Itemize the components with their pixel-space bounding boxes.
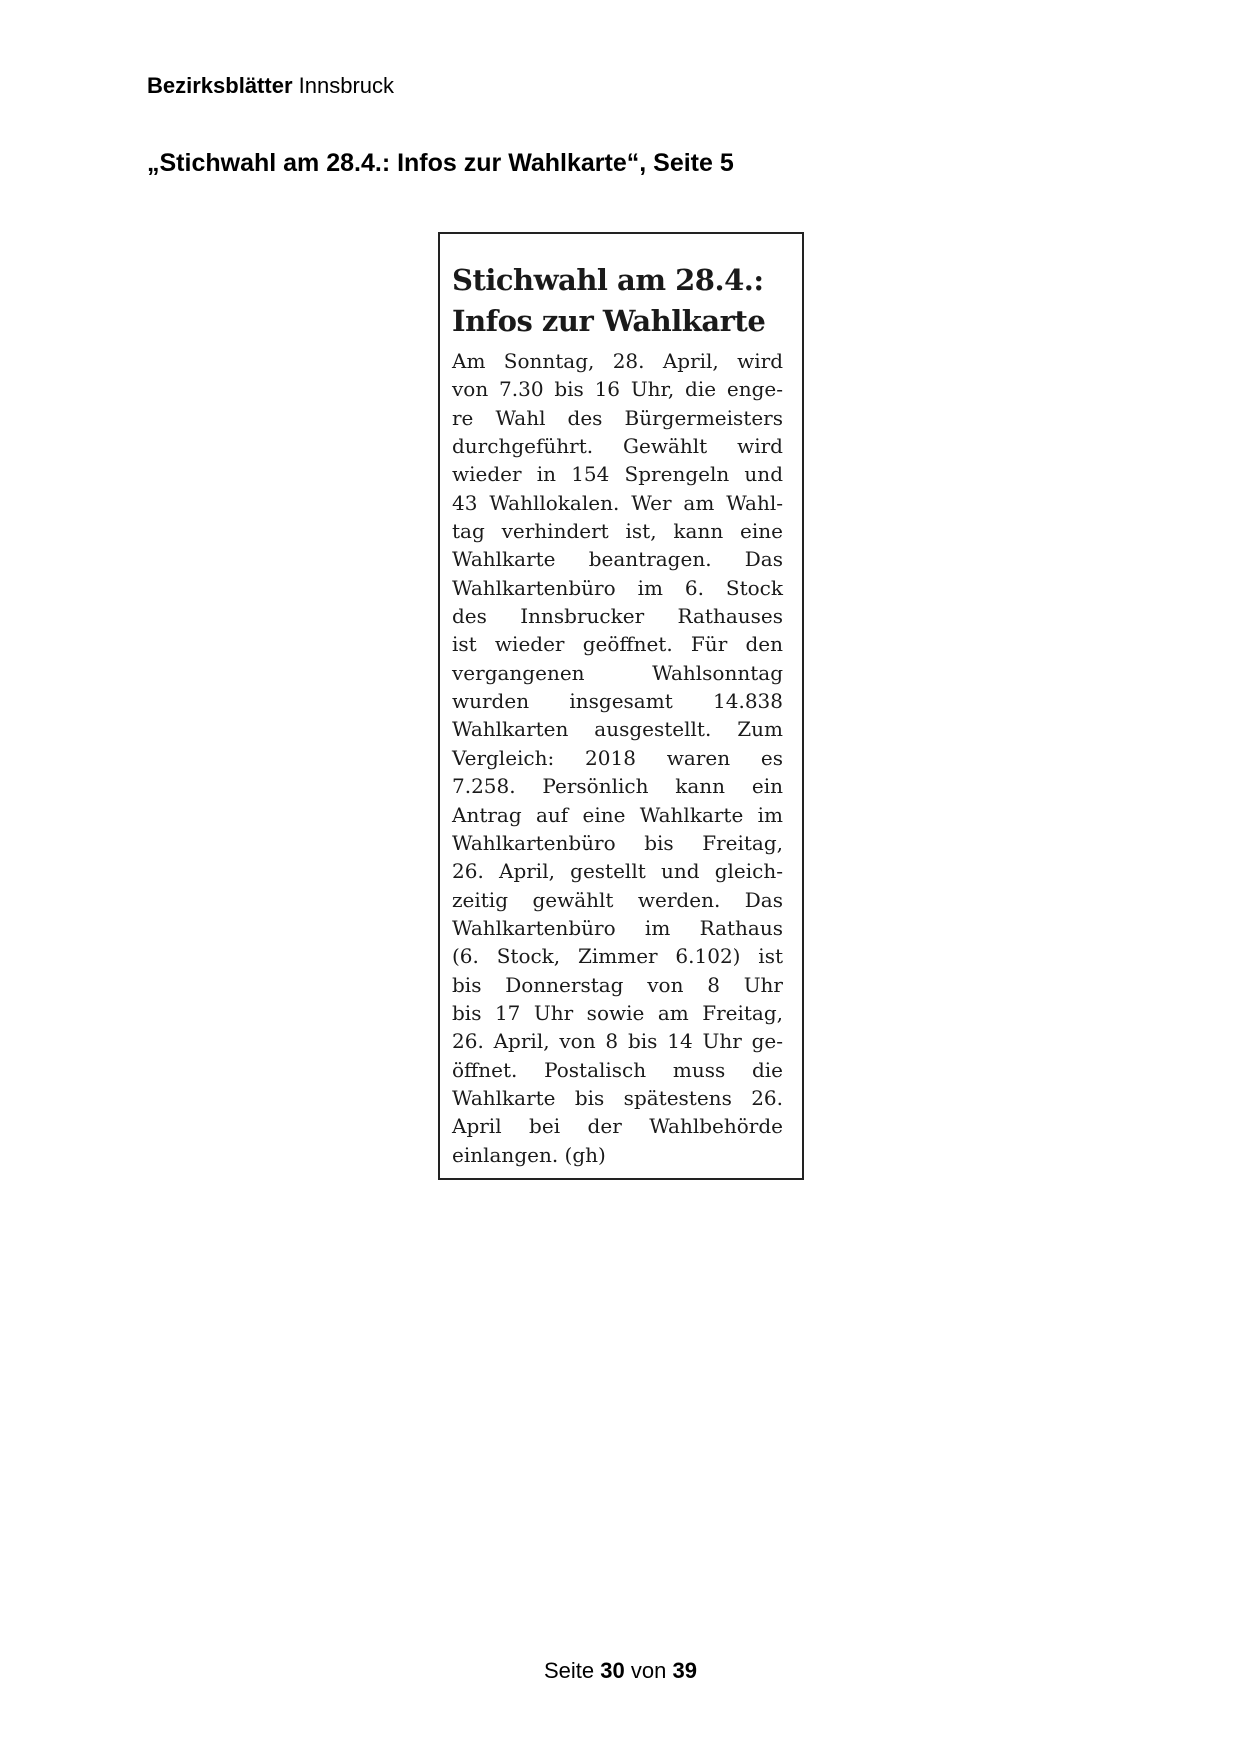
newspaper-clipping	[438, 232, 804, 1180]
body-line: vergangenen Wahlsonntag	[452, 660, 783, 685]
body-line: Vergleich: 2018 waren es	[452, 745, 783, 770]
body-line: bis Donnerstag von 8 Uhr	[452, 972, 783, 997]
body-line: tag verhindert ist, kann eine	[452, 519, 783, 544]
body-line: des Innsbrucker Rathauses	[452, 604, 783, 629]
headline-line: Infos zur Wahlkarte	[452, 304, 766, 338]
article-title: „Stichwahl am 28.4.: Infos zur Wahlkarte“, Seite 5	[147, 149, 734, 177]
body-line: Wahlkarten ausgestellt. Zum	[452, 717, 783, 742]
body-line: öffnet. Postalisch muss die	[452, 1057, 783, 1082]
body-line: (6. Stock, Zimmer 6.102) ist	[452, 944, 783, 969]
footer-middle: von	[630, 1658, 667, 1683]
body-line: 26. April, gestellt und gleich-	[452, 859, 783, 884]
body-line: Antrag auf eine Wahlkarte im	[452, 802, 783, 827]
body-line: von 7.30 bis 16 Uhr, die enge-	[452, 377, 783, 402]
body-line: Wahlkarte bis spätestens 26.	[452, 1085, 783, 1110]
body-line: Wahlkartenbüro bis Freitag,	[452, 830, 783, 855]
body-line: 26. April, von 8 bis 14 Uhr ge-	[452, 1029, 783, 1054]
page-footer	[0, 1658, 1241, 1684]
footer-prefix: Seite	[544, 1658, 595, 1683]
clipping-body	[452, 347, 783, 1169]
body-line: Am Sonntag, 28. April, wird	[452, 349, 783, 373]
body-line: durchgeführt. Gewählt wird	[452, 434, 783, 459]
body-line: ist wieder geöffnet. Für den	[452, 632, 783, 657]
body-line: April bei der Wahlbehörde	[452, 1114, 783, 1139]
publication-region: Innsbruck	[298, 73, 395, 98]
body-line: 43 Wahllokalen. Wer am Wahl-	[452, 490, 783, 515]
body-line: re Wahl des Bürgermeisters	[452, 405, 783, 430]
body-line: wieder in 154 Sprengeln und	[452, 462, 783, 487]
body-line: einlangen. (gh)	[452, 1142, 606, 1167]
document-header	[147, 73, 394, 99]
body-line: Wahlkartenbüro im Rathaus	[452, 915, 783, 940]
current-page-number: 30	[600, 1658, 625, 1683]
body-line: wurden insgesamt 14.838	[452, 689, 783, 714]
body-line: Wahlkartenbüro im 6. Stock	[452, 575, 783, 600]
headline-line: Stichwahl am 28.4.:	[452, 263, 764, 297]
body-line: 7.258. Persönlich kann ein	[452, 774, 783, 799]
publication-name: Bezirksblätter	[147, 73, 293, 98]
body-line: zeitig gewählt werden. Das	[452, 887, 783, 912]
total-page-count: 39	[672, 1658, 697, 1683]
body-line: bis 17 Uhr sowie am Freitag,	[452, 1000, 783, 1025]
clipping-headline	[452, 260, 783, 342]
body-line: Wahlkarte beantragen. Das	[452, 547, 783, 572]
